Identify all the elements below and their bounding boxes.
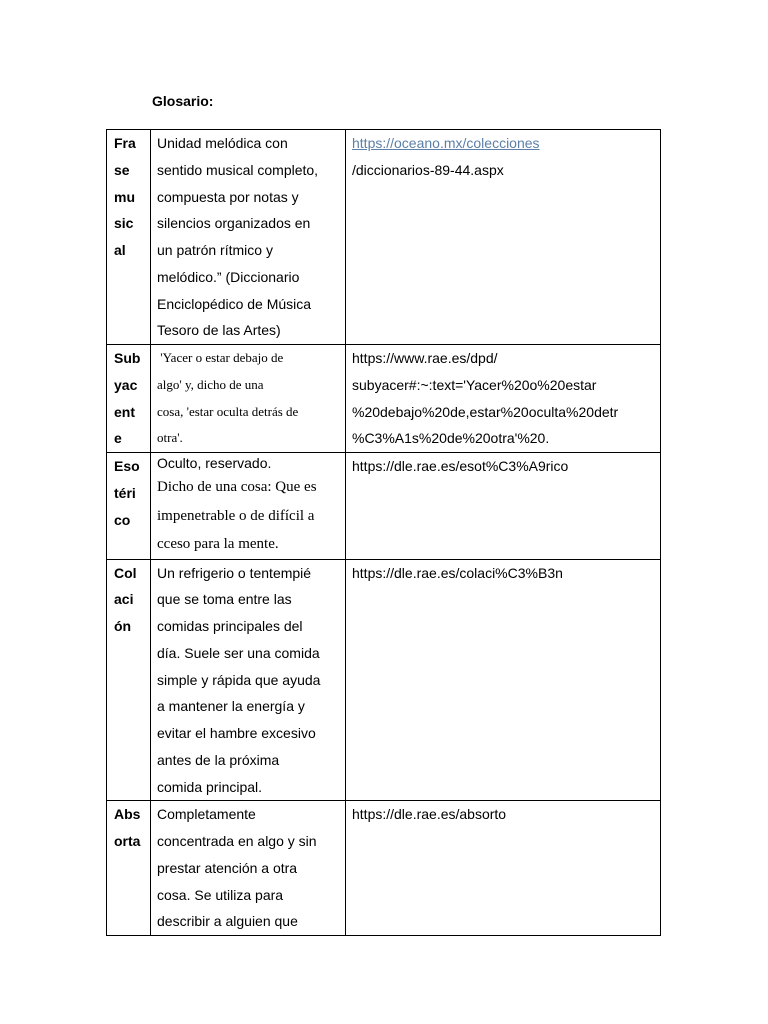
definition-text: comida principal. [157,778,263,795]
definition-text: melódico.” (Diccionario [157,268,300,285]
table-row [107,130,661,345]
term-text: al [114,242,126,258]
term-cell [107,559,151,801]
definition-text: describir a alguien que [157,913,298,930]
definition-text: simple y rápida que ayuda [157,671,321,688]
definition-text: Enciclopédico de Música [157,295,312,312]
definition-text: cosa, 'estar oculta detrás de [157,403,299,419]
definition-text: silencios organizados en [157,215,311,232]
source-text: %C3%A1s%20de%20otra'%20. [352,430,550,447]
definition-cell [151,801,346,936]
source-text: /diccionarios-89-44.aspx [352,161,504,178]
table-row [107,559,661,801]
term-text: ent [114,403,135,420]
definition-cell [151,130,346,345]
definition-text: 'Yacer o estar debajo de [157,350,284,365]
definition-text: que se toma entre las [157,591,292,608]
definition-text: prestar atención a otra [157,859,298,876]
term-cell [107,345,151,453]
term-text: Sub [114,350,141,366]
term-text: co [114,511,131,528]
source-cell [346,559,661,801]
definition-text: compuesta por notas y [157,188,299,205]
definition-text: cosa. Se utiliza para [157,886,284,903]
table-row [107,801,661,936]
definition-text: Tesoro de las Artes) [157,322,281,339]
term-text: ón [114,618,132,634]
definition-text: impenetrable o de difícil a [157,507,315,524]
definition-text: día. Suele ser una comida [157,644,320,661]
definition-text: Unidad melódica con [157,135,288,151]
definition-text: cceso para la mente. [157,536,279,552]
source-text: subyacer#:~:text='Yacer%20o%20estar [352,376,597,393]
term-cell [107,130,151,345]
table-row [107,345,661,453]
source-cell [346,130,661,345]
term-text: téri [114,484,136,501]
definition-text: concentrada en algo y sin [157,833,317,849]
definition-cell [151,453,346,560]
term-text: e [114,430,122,447]
definition-cell [151,345,346,453]
definition-text: Completamente [157,806,256,823]
term-text: yac [114,376,138,393]
definition-text: comidas principales del [157,618,303,634]
term-cell [107,453,151,560]
term-cell [107,801,151,936]
table-row [107,453,661,560]
source-text: https://dle.rae.es/absorto [352,806,507,823]
glossary-table [106,129,661,936]
source-cell [346,801,661,936]
definition-text: antes de la próxima [157,751,280,768]
definition-text: Dicho de una cosa: Que es [157,479,317,495]
source-cell [346,345,661,453]
source-link[interactable]: https://oceano.mx/colecciones [352,135,540,151]
definition-text: Oculto, reservado. [157,455,272,471]
definition-text: sentido musical completo, [157,161,319,178]
term-text: orta [114,833,141,849]
source-text: https://dle.rae.es/colaci%C3%B3n [352,564,563,581]
source-text: https://dle.rae.es/esot%C3%A9rico [352,458,569,474]
definition-text: evitar el hambre excesivo [157,725,316,741]
term-text: Abs [114,806,141,823]
definition-text: un patrón rítmico y [157,242,273,258]
term-text: mu [114,188,135,205]
term-text: Eso [114,458,140,474]
definition-text: Un refrigerio o tentempié [157,564,312,581]
term-text: se [114,161,130,178]
term-text: sic [114,215,134,232]
term-text: Fra [114,135,136,151]
definition-cell [151,559,346,801]
source-cell [346,453,661,560]
source-text: https://www.rae.es/dpd/ [352,350,498,366]
definition-text: a mantener la energía y [157,698,305,715]
term-text: Col [114,564,137,581]
source-text: %20debajo%20de,estar%20oculta%20detr [352,403,619,420]
definition-text: algo' y, dicho de una [157,376,264,392]
definition-text: otra'. [157,430,183,446]
page-title: Glosario: [152,93,214,109]
term-text: aci [114,591,134,608]
